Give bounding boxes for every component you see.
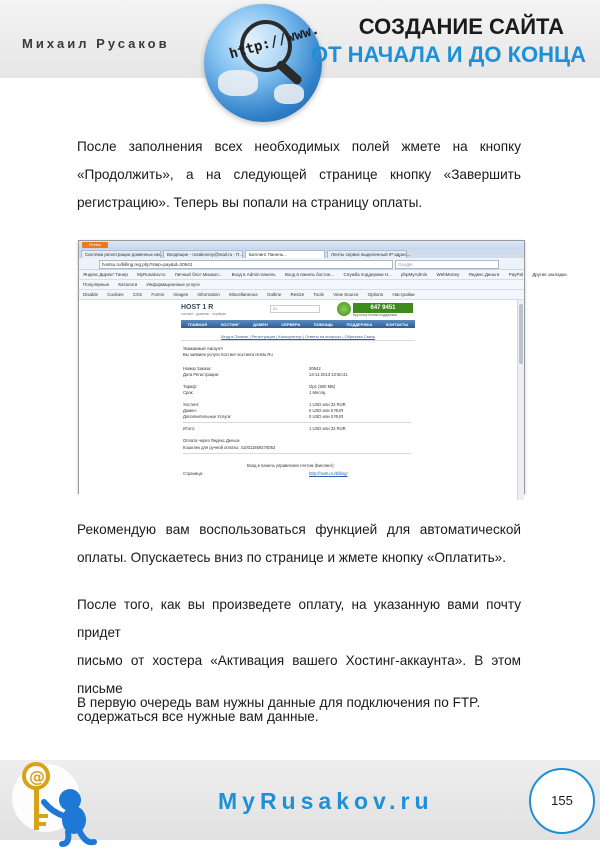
- host-phone: 647 9451: [353, 303, 413, 313]
- paragraph-2: [77, 516, 521, 572]
- address-bar: hostsu.ru/billing.reg.php?step=pay&id=20642: [99, 260, 393, 269]
- bookmark: MyRusakov.ru: [137, 272, 166, 277]
- browser-page: [79, 300, 524, 500]
- pay-page-label: Страница:: [183, 471, 204, 476]
- firefox-button: Firefox: [82, 242, 108, 248]
- divider: [181, 340, 415, 341]
- pay-label: Дата Регистрации:: [183, 372, 220, 377]
- host-links: Вход в Панель | Регистрация | Калькулятор | Ответы на вопросы | Обратная Связь: [221, 334, 375, 339]
- pay-value: 1 USD или 33 RUR: [309, 426, 346, 431]
- devbar-item: Tools: [313, 292, 324, 297]
- globe-logo: [204, 4, 322, 122]
- pay-label: Номер Заказа:: [183, 366, 212, 371]
- paragraph-4: [77, 689, 521, 717]
- pay-greeting: Уважаемый Аккаунт!: [183, 346, 224, 351]
- webdev-toolbar: [79, 290, 524, 300]
- devbar-item: Настройки: [392, 292, 415, 297]
- pay-value: 13-11-2013 10:50:41: [309, 372, 348, 377]
- pay-label: Срок:: [183, 390, 194, 395]
- magnifier-handle: [275, 59, 303, 86]
- toolbar-item: Каталоги: [118, 282, 138, 287]
- browser-tab-active: Биллинг Панель...: [245, 250, 325, 258]
- pay-value: 1 Месяц: [309, 390, 326, 395]
- host-nav-item: ХОСТИНГ: [220, 321, 240, 327]
- divider: [183, 422, 411, 423]
- text-line: регистрацию». Теперь вы попали на страницу оплаты.: [77, 195, 423, 210]
- pay-value: 20642: [309, 366, 321, 371]
- book-title-line2: ОТ НАЧАЛА И ДО КОНЦА: [310, 42, 586, 67]
- author-name: Михаил Русаков: [22, 36, 170, 51]
- pay-value: 1 USD или 33 RUR: [309, 402, 346, 407]
- pay-value: 0 USD или 0 RUR: [309, 408, 344, 413]
- host-nav-item: СЕРВЕРА: [281, 321, 301, 327]
- pay-value: Ор1 (500 МБ): [309, 384, 336, 389]
- scrollbar-thumb: [519, 304, 523, 364]
- pay-wallet: Кошелек для ручной оплаты: 410011659276053: [183, 445, 276, 450]
- pay-label: Хостинг:: [183, 402, 200, 407]
- toolbar-item: Информационные услуги: [146, 282, 200, 287]
- divider: [183, 453, 411, 454]
- host-nav: [181, 320, 415, 328]
- pay-label: Домен:: [183, 408, 197, 413]
- host-nav-item: ПОДДЕРЖКА: [346, 321, 373, 327]
- devbar-item: Images: [173, 292, 189, 297]
- pay-panel-login: Вход в панель управления счетом (Биллинг):: [247, 463, 335, 468]
- browser-titlebar: [79, 241, 524, 249]
- devbar-item: Disable: [83, 292, 99, 297]
- browser-tabs: [79, 249, 524, 258]
- devbar-item: Information: [197, 292, 220, 297]
- pay-value: 0 USD или 0 RUR: [309, 414, 344, 419]
- globe-land-shape: [274, 84, 304, 104]
- devbar-item: Outline: [266, 292, 282, 297]
- text-line: После заполнения всех необходимых полей жмете на кнопку: [77, 139, 521, 154]
- host-nav-item: ДОМЕН: [252, 321, 268, 327]
- bookmark: Вход в панель бостон...: [285, 272, 335, 277]
- devbar-item: Resize: [290, 292, 305, 297]
- bookmark: Яндекс.Деньги: [468, 272, 500, 277]
- devbar-item: Cookies: [107, 292, 124, 297]
- host-nav-item: ГЛАВНАЯ: [187, 321, 208, 327]
- site-name: MyRusakov.ru: [218, 788, 434, 814]
- text-line: содержаться все нужные вам данные.: [77, 709, 319, 724]
- text-line: После того, как вы произведете оплату, на указанную вами почту придет: [77, 597, 521, 640]
- devbar-item: CSS: [132, 292, 143, 297]
- text-line: письмо от хостера «Активация вашего Хостинг-аккаунта». В этом письме: [77, 653, 521, 696]
- browser-search: Google: [395, 260, 499, 269]
- mascot-figure-icon: [8, 756, 128, 846]
- text-line: «Продолжить», а на следующей странице кнопку «Завершить: [77, 167, 521, 182]
- bookmark: Яндекс.Директ Танер: [83, 272, 128, 277]
- pay-label: Дополнительные Услуги:: [183, 414, 232, 419]
- devbar-item: Miscellaneous: [229, 292, 258, 297]
- book-title-line1: СОЗДАНИЕ САЙТА: [358, 14, 564, 39]
- paragraph-1: [77, 133, 521, 217]
- text-line: В первую очередь вам нужны данные для подключения по FTP.: [77, 695, 481, 710]
- bookmark: Служба поддержки H...: [343, 272, 392, 277]
- host-nav-item: КОНТАКТЫ: [385, 321, 409, 327]
- devbar-item: Options: [367, 292, 384, 297]
- pay-page-link: http://hostu.ru/billing/: [309, 471, 348, 476]
- pay-greeting-block: [183, 346, 273, 358]
- bookmark: WebMoney: [436, 272, 460, 277]
- browser-tab: Входящие - rusakovmy@mail.ru - П...: [163, 250, 243, 258]
- browser-navbar: [79, 258, 524, 270]
- host-nav-item: ПОМОЩЬ: [313, 321, 334, 327]
- svg-text:@: @: [29, 767, 45, 786]
- bookmark: PayPal: [508, 272, 523, 277]
- text-line: Рекомендую вам воспользоваться функцией для автоматической: [77, 522, 521, 537]
- globe-land-shape: [218, 70, 258, 96]
- host-phone-sub: Круглосуточная поддержка: [353, 313, 398, 317]
- bookmark: Другие закладки: [532, 272, 567, 277]
- bookmark: phpMyAdmin: [401, 272, 428, 277]
- browser-tab: Система регистрации доменных им...: [81, 250, 161, 258]
- browser-tab: Ленты сервис выделенный IP адрес...: [327, 250, 407, 258]
- text-line: оплаты. Опускаетесь вниз по странице и жмете кнопку «Оплатить».: [77, 550, 507, 565]
- pay-intro: Вы заявили услуги Хостинг-хостинга Hostu.Ru: [183, 352, 273, 357]
- host-tagline: хостинг · домены · серверы: [181, 312, 227, 316]
- devbar-item: View Source: [333, 292, 359, 297]
- flower-icon: [337, 302, 351, 316]
- toolbar-item: Популярные: [83, 282, 110, 287]
- pay-yandex: Оплата через Яндекс.Деньги: [183, 438, 240, 443]
- logo-url-text: http://www.: [227, 21, 322, 63]
- pay-label: Итого:: [183, 426, 196, 431]
- pay-label: Тариф:: [183, 384, 197, 389]
- bookmarks-bar: [79, 270, 567, 280]
- scrollbar: [517, 300, 524, 500]
- secondary-toolbar: [79, 280, 524, 290]
- host-ip-field: 81: [270, 305, 320, 313]
- devbar-item: Forms: [151, 292, 165, 297]
- bookmark: Личный блог Михаил...: [174, 272, 223, 277]
- payment-page-screenshot: [78, 240, 567, 494]
- page-number: 155: [551, 793, 573, 808]
- host-logo: HOST 1 R: [181, 304, 214, 311]
- bookmark: Вход в Admin-панель: [231, 272, 276, 277]
